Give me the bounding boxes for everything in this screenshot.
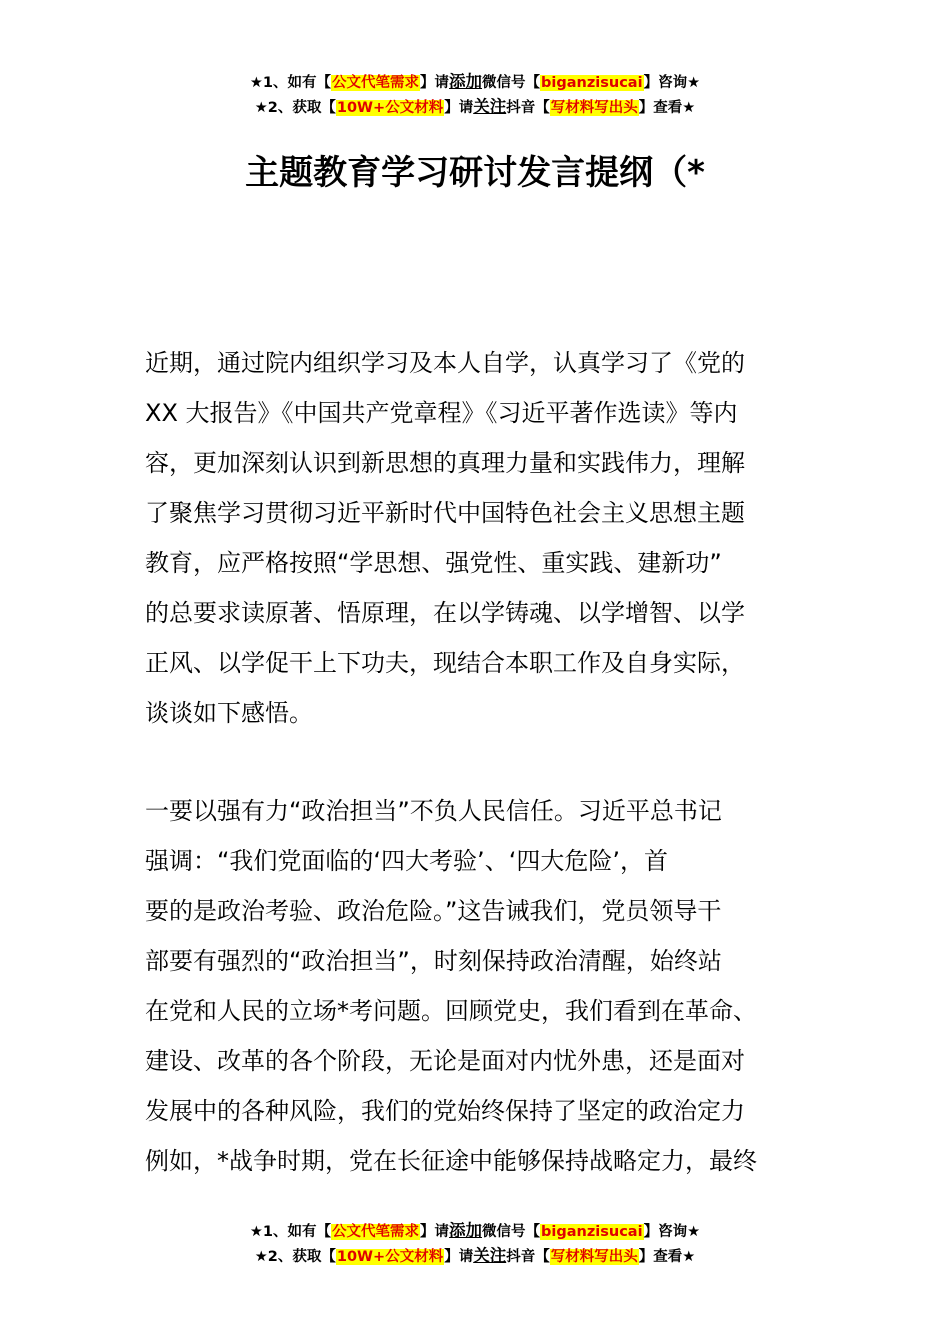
paragraph-line: XX 大报告》《中国共产党章程》《习近平著作选读》等内 <box>145 399 738 427</box>
paragraph-line: 例如，*战争时期，党在长征途中能够保持战略定力，最终 <box>145 1147 757 1175</box>
footer-banner <box>0 1219 950 1269</box>
banner-highlight-wechat-id: biganzisucai <box>541 1224 643 1240</box>
banner-highlight-service: 公文代笔需求 <box>332 1224 420 1240</box>
paragraph-line: 在党和人民的立场*考问题。回顾党史，我们看到在革命、 <box>145 997 757 1025</box>
banner-text: 】咨询★ <box>643 1224 701 1240</box>
banner-text: 抖音【 <box>506 100 550 116</box>
banner-text: 】请 <box>444 100 474 116</box>
banner-text: 】咨询★ <box>643 75 701 91</box>
banner-underline-follow: 关注 <box>473 97 507 116</box>
paragraph-line: 强调：“我们党面临的‘四大考验’、‘四大危险’，首 <box>145 847 668 875</box>
paragraph-line: 建设、改革的各个阶段，无论是面对内忧外患，还是面对 <box>145 1047 745 1075</box>
paragraph-line: 发展中的各种风险，我们的党始终保持了坚定的政治定力 <box>145 1097 745 1125</box>
banner-text: ★1、如有【 <box>249 1224 332 1240</box>
banner-underline-follow: 关注 <box>473 1246 507 1265</box>
banner-text: 微信号【 <box>482 75 541 91</box>
banner-text: 】查看★ <box>638 100 696 116</box>
banner-text: 微信号【 <box>482 1224 541 1240</box>
banner-text: ★2、获取【 <box>254 100 336 116</box>
paragraph-line: 近期，通过院内组织学习及本人自学，认真学习了《党的 <box>145 349 745 377</box>
paragraph-line: 部要有强烈的“政治担当”，时刻保持政治清醒，始终站 <box>145 947 722 975</box>
banner-text: 】请 <box>444 1249 474 1265</box>
banner-highlight-douyin-id: 写材料写出头 <box>550 1249 638 1265</box>
header-banner-line-2 <box>0 95 950 120</box>
paragraph-line: 教育，应严格按照“学思想、强党性、重实践、建新功” <box>145 549 722 577</box>
paragraph-line: 容，更加深刻认识到新思想的真理力量和实践伟力，理解 <box>145 449 745 477</box>
banner-text: 】查看★ <box>638 1249 696 1265</box>
banner-text: 】请 <box>420 1224 450 1240</box>
document-title: 主题教育学习研讨发言提纲（* <box>245 153 705 193</box>
footer-banner-line-1 <box>0 1219 950 1244</box>
paragraph-line: 谈谈如下感悟。 <box>145 699 313 727</box>
banner-text: ★2、获取【 <box>254 1249 336 1265</box>
header-banner-line-1 <box>0 70 950 95</box>
banner-highlight-douyin-id: 写材料写出头 <box>550 100 638 116</box>
paragraph-line: 一要以强有力“政治担当”不负人民信任。习近平总书记 <box>145 797 722 825</box>
paragraph-line: 正风、以学促干上下功夫，现结合本职工作及自身实际， <box>145 649 745 677</box>
banner-highlight-wechat-id: biganzisucai <box>541 75 643 91</box>
banner-highlight-service: 公文代笔需求 <box>332 75 420 91</box>
paragraph-political-responsibility <box>145 786 809 1186</box>
paragraph-line: 了聚焦学习贯彻习近平新时代中国特色社会主义思想主题 <box>145 499 745 527</box>
banner-highlight-materials: 10W+公文材料 <box>336 1249 444 1265</box>
paragraph-line: 要的是政治考验、政治危险。”这告诫我们，党员领导干 <box>145 897 722 925</box>
header-banner <box>0 70 950 120</box>
banner-underline-add: 添加 <box>449 1221 483 1240</box>
footer-banner-line-2 <box>0 1244 950 1269</box>
banner-text: 】请 <box>420 75 450 91</box>
banner-text: 抖音【 <box>506 1249 550 1265</box>
banner-underline-add: 添加 <box>449 72 483 91</box>
paragraph-line: 的总要求读原著、悟原理，在以学铸魂、以学增智、以学 <box>145 599 745 627</box>
banner-highlight-materials: 10W+公文材料 <box>336 100 444 116</box>
banner-text: ★1、如有【 <box>249 75 332 91</box>
paragraph-intro <box>145 338 809 738</box>
